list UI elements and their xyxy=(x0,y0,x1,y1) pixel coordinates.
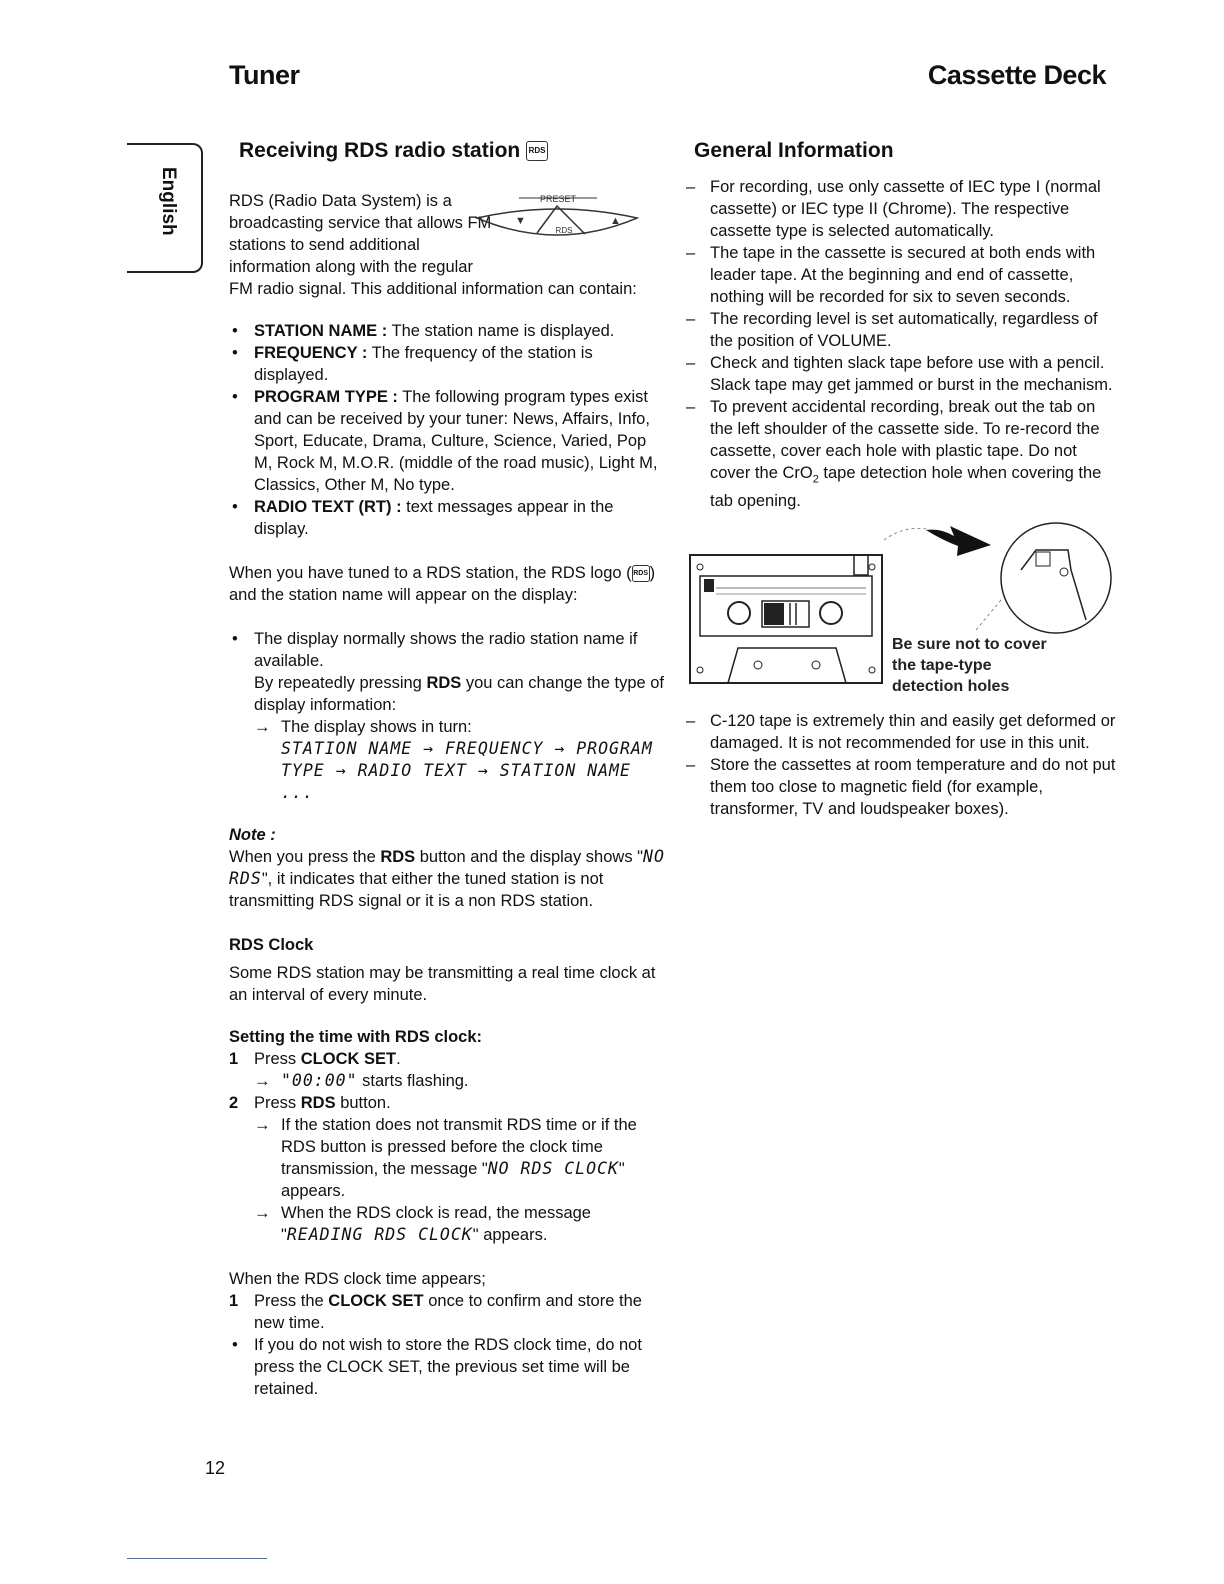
info-item: – Check and tighten slack tape before use with a pencil. Slack tape may get jammed or burst in the mechanism. xyxy=(686,352,1116,396)
language-tab xyxy=(127,143,203,273)
arrow-icon: → xyxy=(254,1204,271,1222)
display-info-list xyxy=(229,628,669,804)
tape-care-list xyxy=(686,710,1116,820)
retain-time-item: • If you do not wish to store the RDS clock time, do not press the CLOCK SET, the previous set time will be retained. xyxy=(229,1334,669,1400)
tuner-column xyxy=(229,140,669,1400)
info-item: – Store the cassettes at room temperature and do not put them too close to magnetic field (for example, transformer, TV and loudspeaker boxes). xyxy=(686,754,1116,820)
rds-button-label: RDS xyxy=(555,226,573,235)
tuned-station-text: When you have tuned to a RDS station, the RDS logo ( RDS) and the station name will appear on the display: xyxy=(229,564,656,604)
feature-item: • PROGRAM TYPE : The following program types exist and can be received by your tuner: News, Affairs, Info, Sport, Educate, Drama, Culture, Science, Varied, Pop M, Rock M, M.O.R. (middle of the road music), Light M, Classics, Other M, No type. xyxy=(229,386,669,496)
rds-clock-title: RDS Clock xyxy=(229,936,314,954)
setting-time-title: Setting the time with RDS clock: xyxy=(229,1028,483,1046)
general-information-list xyxy=(686,176,1116,512)
down-arrow-icon: ▼ xyxy=(515,215,526,227)
intro-line: stations to send additional xyxy=(229,236,420,254)
arrow-icon: → xyxy=(254,718,271,736)
magnified-view xyxy=(1001,523,1111,633)
tuner-header: Tuner xyxy=(229,60,300,90)
info-item: – The recording level is set automatically, regardless of the position of VOLUME. xyxy=(686,308,1116,352)
rds-logo-icon: RDS xyxy=(632,565,650,582)
page-number: 12 xyxy=(205,1458,226,1478)
intro-line: broadcasting service that allows FM xyxy=(229,214,492,232)
info-item: – To prevent accidental recording, break out the tab on the left shoulder of the cassette side. To re-record the cassette, cover each hole with plastic tape. Do not cover the CrO$_2$ tape detection hole when covering the tab opening. xyxy=(686,396,1116,512)
preset-label: PRESET xyxy=(539,194,577,204)
display-bullet: • The display normally shows the radio station name if available. By repeatedly pressing RDS you can change the type of display information: → The display shows in turn: STATION NAME → FREQUENCY → PROGRAM TYPE → RADIO TEXT → STATION NAME ... xyxy=(229,628,669,804)
feature-item: • FREQUENCY : The frequency of the station is displayed. xyxy=(229,342,669,386)
rds-logo-icon: RDS xyxy=(526,141,548,161)
info-item: – For recording, use only cassette of IEC type I (normal cassette) or IEC type II (Chrome). The respective cassette type is selected automatically. xyxy=(686,176,1116,242)
reel-left-icon xyxy=(728,602,750,624)
rds-clock-text: Some RDS station may be transmitting a real time clock at an interval of every minute. xyxy=(229,964,656,1004)
change-display-text: By repeatedly pressing RDS you can change the type of display information: xyxy=(254,674,665,714)
arrow-icon: → xyxy=(254,1072,271,1090)
step-2: 2 Press RDS button. → If the station does not transmit RDS time or if the RDS button is pressed before the clock time transmission, the message "NO RDS CLOCK" appears. → When the RDS clock is read, the message "READING RDS CLOCK" appears. xyxy=(229,1092,669,1246)
retain-time-list xyxy=(229,1334,669,1400)
arrow-icon xyxy=(926,526,991,556)
feature-item: • STATION NAME : The station name is displayed. xyxy=(229,320,669,342)
detection-holes-caption: Be sure not to cover the tape-type detection holes xyxy=(892,636,1047,695)
cassette-deck-header: Cassette Deck xyxy=(927,60,1106,90)
feature-item: • RADIO TEXT (RT) : text messages appear in the display. xyxy=(229,496,669,540)
language-tab-label: English xyxy=(158,167,179,236)
step-2-result-reading: → When the RDS clock is read, the message "READING RDS CLOCK" appears. xyxy=(254,1204,591,1244)
confirm-step: 1 Press the CLOCK SET once to confirm and store the new time. xyxy=(229,1292,642,1332)
step-1-result: → "00:00" starts flashing. xyxy=(254,1071,469,1090)
info-item: – C-120 tape is extremely thin and easily get deformed or damaged. It is not recommended for use in this unit. xyxy=(686,710,1116,754)
arrow-icon: → xyxy=(254,1116,271,1134)
note-text: When you press the RDS button and the display shows "NO RDS", it indicates that either the tuned station is not transmitting RDS signal or it is a non RDS station. xyxy=(229,847,665,910)
general-information-title: General Information xyxy=(694,139,894,162)
footer-rule xyxy=(127,1558,267,1559)
rds-feature-list xyxy=(229,320,669,540)
step-1: 1 Press CLOCK SET. → "00:00" starts flashing. xyxy=(229,1048,669,1092)
rds-intro xyxy=(229,190,669,300)
preset-rds-button-illustration xyxy=(467,190,647,250)
display-sequence-result: → The display shows in turn: STATION NAME → FREQUENCY → PROGRAM TYPE → RADIO TEXT → STATION NAME ... xyxy=(254,716,669,804)
display-sequence: STATION NAME → FREQUENCY → PROGRAM TYPE → RADIO TEXT → STATION NAME ... xyxy=(281,739,653,802)
note-title: Note : xyxy=(229,826,276,844)
clock-appears-text: When the RDS clock time appears; xyxy=(229,1270,486,1288)
detection-hole xyxy=(854,555,868,575)
reel-right-icon xyxy=(820,602,842,624)
rds-section-title: Receiving RDS radio station RDS xyxy=(239,140,669,176)
intro-line: information along with the regular xyxy=(229,258,473,276)
intro-line: FM radio signal. This additional information can contain: xyxy=(229,280,637,298)
info-item: – The tape in the cassette is secured at both ends with leader tape. At the beginning and end of cassette, nothing will be recorded for six to seven seconds. xyxy=(686,242,1116,308)
cassette-column xyxy=(686,140,1116,512)
cassette-column-lower xyxy=(686,710,1116,820)
intro-line: RDS (Radio Data System) is a xyxy=(229,192,452,210)
up-arrow-icon: ▲ xyxy=(610,215,621,227)
step-2-result-no-clock: → If the station does not transmit RDS time or if the RDS button is pressed before the clock time transmission, the message "NO RDS CLOCK" appears. xyxy=(254,1116,637,1200)
